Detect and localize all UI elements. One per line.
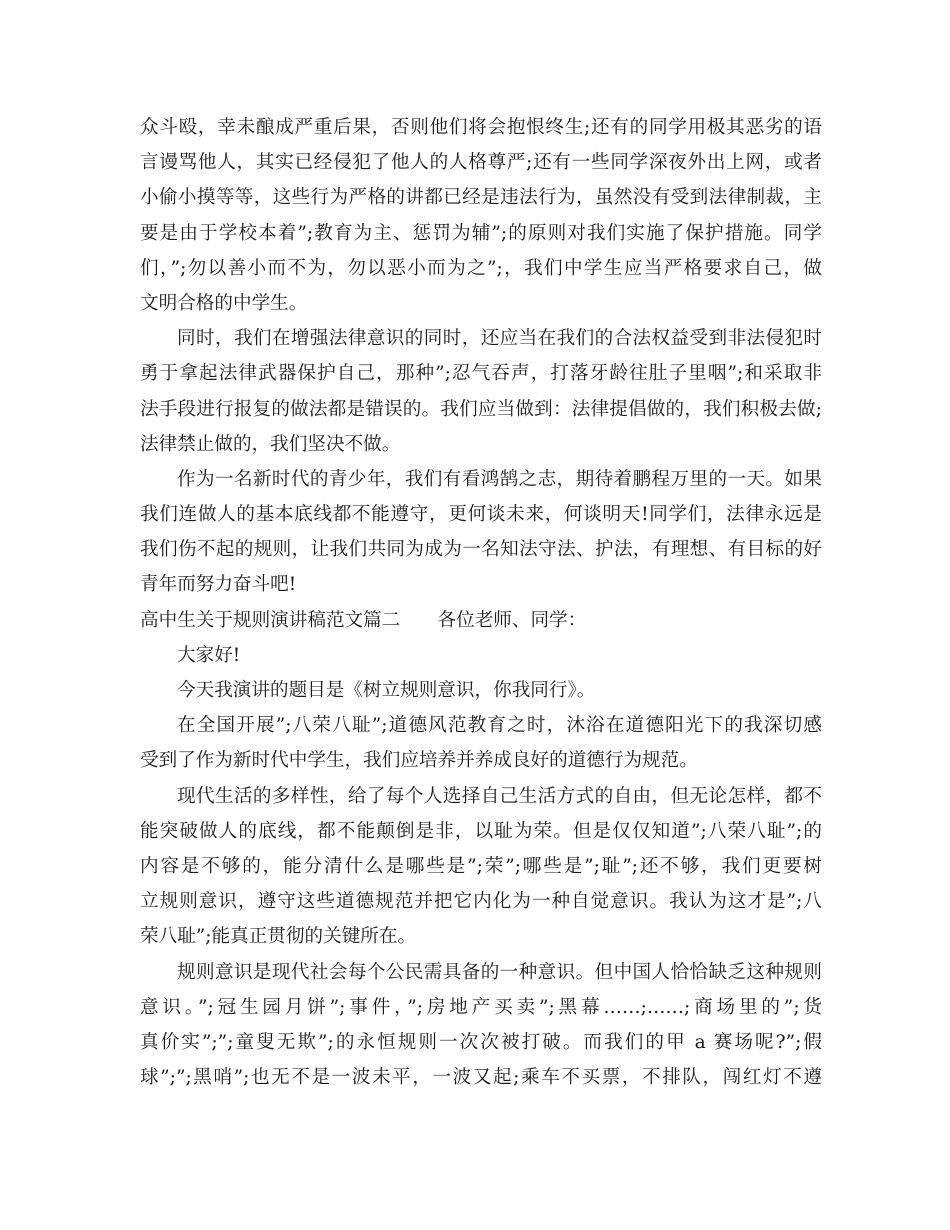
text-line: 荣八耻”;能真正贯彻的关键所在。 (140, 926, 417, 948)
speech-topic-line: 今天我演讲的题目是《树立规则意识，你我同行》。 (177, 680, 596, 701)
text-line: 内容是不够的，能分清什么是哪些是”;荣”;哪些是”;耻”;还不够，我们更要树 (140, 855, 822, 877)
text-line: 立规则意识，遵守这些道德规范并把它内化为一种自觉意识。我认为这才是”;八 (140, 891, 822, 913)
section-heading: 高中生关于规则演讲稿范文篇二 各位老师、同学： (140, 609, 587, 631)
text-line: 要是由于学校本着”;教育为主、惩罚为辅”;的原则对我们实施了保护措施。同学 (140, 222, 822, 244)
greeting-line: 大家好! (177, 644, 241, 666)
paragraph-first-line: 在全国开展”;八荣八耻”;道德风范教育之时，沐浴在道德阳光下的我深切感 (177, 715, 822, 737)
text-line: 众斗殴，幸未酿成严重后果，否则他们将会抱恨终生;还有的同学用极其恶劣的语 (140, 117, 822, 138)
document-body (140, 110, 822, 1095)
text-line: 我们伤不起的规则，让我们共同为成为一名知法守法、护法，有理想、有目标的好 (140, 539, 822, 561)
text-line: 法手段进行报复的做法都是错误的。我们应当做到：法律提倡做的，我们积极去做; (140, 398, 822, 420)
text-line: 真价实”;”;童叟无欺”;的永恒规则一次次被打破。而我们的甲 a 赛场呢?”;假 (140, 1031, 822, 1053)
text-line: 受到了作为新时代中学生，我们应培养并养成良好的道德行为规范。 (140, 750, 698, 772)
paragraph-first-line: 现代生活的多样性，给了每个人选择自己生活方式的自由，但无论怎样，都不 (177, 785, 822, 807)
text-line: 青年而努力奋斗吧! (140, 574, 297, 596)
text-line: 我们连做人的基本底线都不能遵守，更何谈未来，何谈明天!同学们，法律永远是 (140, 504, 822, 526)
paragraph-first-line: 同时，我们在增强法律意识的同时，还应当在我们的合法权益受到非法侵犯时 (177, 328, 822, 350)
text-line: 球”;”;黑哨”;也无不是一波未平，一波又起;乘车不买票，不排队，闯红灯不遵 (140, 1067, 822, 1089)
paragraph-first-line: 规则意识是现代社会每个公民需具备的一种意识。但中国人恰恰缺乏这种规则 (177, 961, 822, 983)
text-line: 们，”;勿以善小而不为，勿以恶小而为之”;，我们中学生应当严格要求自己，做 (140, 257, 822, 279)
text-line: 小偷小摸等等，这些行为严格的讲都已经是违法行为，虽然没有受到法律制裁，主 (140, 187, 822, 209)
text-line: 言谩骂他人，其实已经侵犯了他人的人格尊严;还有一些同学深夜外出上网，或者 (140, 152, 822, 174)
text-line: 能突破做人的底线，都不能颠倒是非，以耻为荣。但是仅仅知道”;八荣八耻”;的 (140, 820, 822, 842)
paragraph-first-line: 作为一名新时代的青少年，我们有看鸿鹄之志，期待着鹏程万里的一天。如果 (177, 468, 822, 490)
text-line: 文明合格的中学生。 (140, 292, 308, 314)
text-line: 法律禁止做的，我们坚决不做。 (140, 433, 401, 455)
text-line: 勇于拿起法律武器保护自己，那种”;忍气吞声，打落牙龄往肚子里咽”;和采取非 (140, 363, 822, 385)
text-line: 意识。”;冠生园月饼”;事件，”;房地产买卖”;黑幕……;……;商场里的”;货 (140, 996, 822, 1018)
